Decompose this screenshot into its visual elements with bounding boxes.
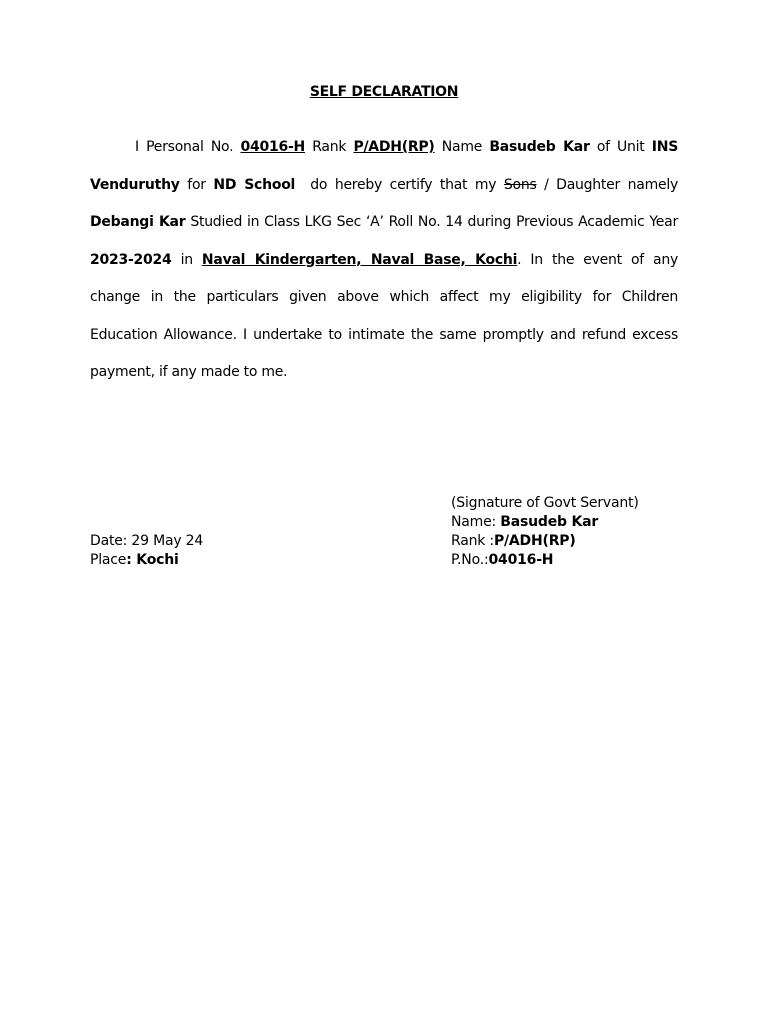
declaration-paragraph [90,129,678,392]
signature-rank-row [451,532,639,551]
personal-no-value: 04016-H [240,139,306,155]
place-value: : Kochi [126,552,179,568]
signature-pno-label: P.No.: [451,552,489,568]
name-value: Basudeb Kar [489,139,590,155]
child-name-value: Debangi Kar [90,214,186,230]
text-class-details: Studied in Class LKG Sec ‘A’ Roll No. 14 during Previous Academic Year [190,214,678,230]
date-row: Date: 29 May 24 [90,533,204,549]
school-value: ND School [213,176,296,193]
text-certify: do hereby certify that my [310,176,497,193]
unit-value: INS Venduruthy [90,139,679,193]
rank-value: P/ADH(RP) [353,139,435,155]
page-title: SELF DECLARATION [309,84,459,100]
place-label: Place [90,552,127,568]
text-daughter-namely: / Daughter namely [544,176,678,193]
text-for: for [187,176,206,193]
sons-struck-text: Sons [503,176,537,193]
signature-rank-label: Rank : [451,533,494,549]
institution-value: Naval Kindergarten, Naval Base, Kochi [201,251,518,268]
signature-name-value: Basudeb Kar [500,514,599,530]
academic-year-value: 2023-2024 [90,251,172,268]
signature-caption: (Signature of Govt Servant) [451,495,639,511]
text-name-label: Name [441,139,483,155]
signature-block [451,494,639,570]
signature-pno-value: 04016-H [488,552,554,568]
signature-name-row [451,513,639,532]
date-place-block [90,532,203,570]
text-unit-label: of Unit [596,139,645,155]
signature-name-label: Name: [451,514,501,530]
place-row [90,551,203,570]
text-rank-label: Rank [312,139,347,155]
signature-rank-value: P/ADH(RP) [493,533,576,549]
signature-pno-row [451,551,639,570]
text-undertaking: . In the event of any change in the particulars given above which affect my eligibility for Children Education Allowance. I undertake to intimate the same promptly and refund excess payment, if any made to me. [90,251,679,380]
text-personal-no-label: I Personal No. [135,139,234,155]
text-in: in [180,251,193,268]
